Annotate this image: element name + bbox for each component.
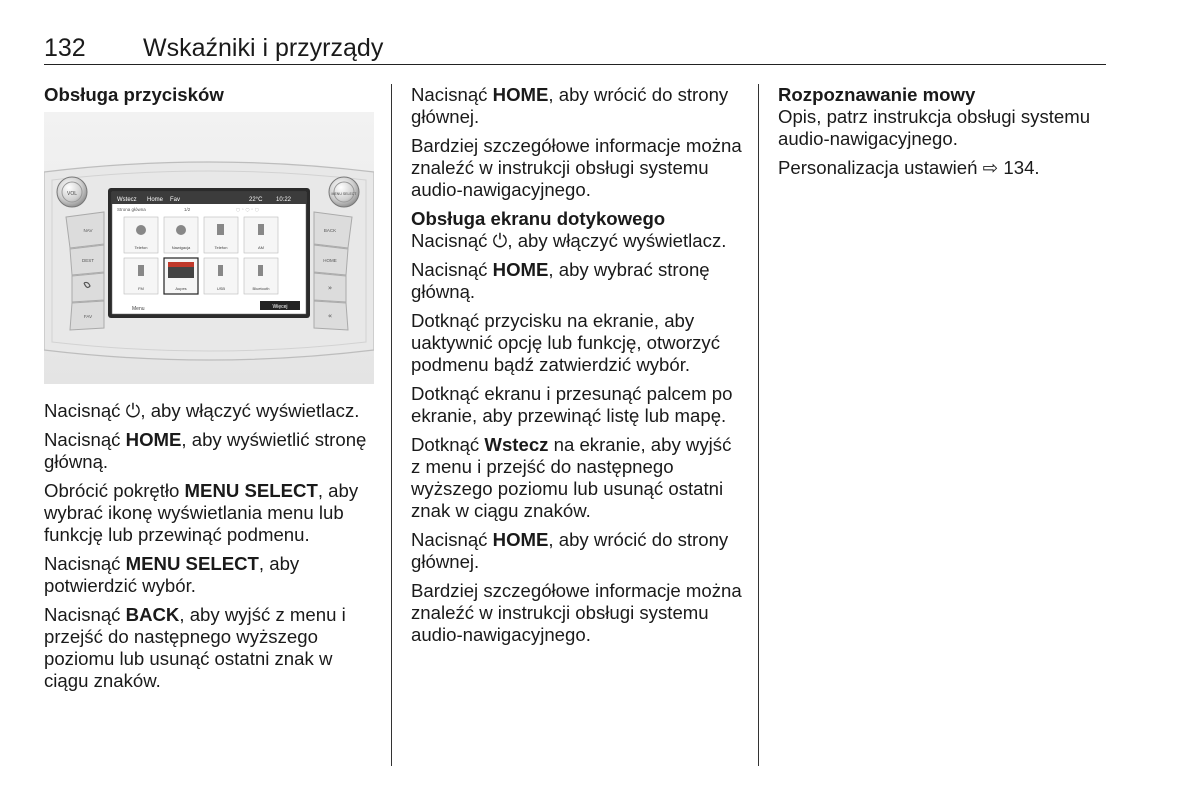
more-button-label: Więcej (272, 304, 288, 310)
paragraph: Personalizacja ustawień ⇨ 134. (778, 157, 1040, 178)
status-icons: ◌ ◦ ◌ ◦ ◌ (236, 208, 259, 213)
paragraph: Nacisnąć ⏻, aby włączyć wyświetlacz. (411, 230, 727, 251)
left-button-label: DEST (81, 258, 95, 263)
power-icon: ⏻ (125, 400, 141, 421)
paragraph: Nacisnąć HOME, aby wybrać stronę główną. (411, 259, 710, 302)
paragraph: Dotknąć ekranu i przesunąć palcem po ekranie, aby przewinąć listę lub mapę. (411, 383, 733, 426)
section-heading: Rozpoznawanie mowy (778, 84, 976, 105)
left-button-label: FAV (83, 314, 93, 319)
column-divider (758, 84, 759, 766)
screen-tab: Wstecz (117, 197, 137, 203)
power-icon: ⏻ (492, 230, 508, 251)
paragraph: Opis, patrz instrukcja obsługi systemu audio-nawigacyjnego. (778, 106, 1091, 149)
cross-reference-link[interactable]: 134. (998, 157, 1040, 178)
screen-temp: 22°C (249, 197, 263, 203)
right-button-label: BACK (323, 228, 337, 233)
tile-label: Telefon (214, 245, 228, 250)
chapter-title: Wskaźniki i przyrządy (143, 34, 384, 62)
section-heading: Obsługa przycisków (44, 84, 224, 105)
tile-label: Bluetooth (252, 286, 270, 291)
screen-tab: Home (147, 197, 164, 203)
screen-time: 10:22 (276, 197, 292, 203)
paragraph: Bardziej szczegółowe informacje można znaleźć w instrukcji obsługi systemu audio-nawigacyjnego. (411, 580, 742, 645)
paragraph: Dotknąć przycisku na ekranie, aby uaktywnić opcję lub funkcję, otworzyć podmenu bądź zatwierdzić wybór. (411, 310, 721, 375)
tile-label: AM (258, 245, 264, 250)
paragraph: Nacisnąć ⏻, aby włączyć wyświetlacz. (44, 400, 360, 421)
screen-tab: Fav (170, 197, 181, 203)
paragraph: Bardziej szczegółowe informacje można znaleźć w instrukcji obsługi systemu audio-nawigacyjnego. (411, 135, 742, 200)
paragraph: Obrócić pokrętło MENU SELECT, aby wybrać ikonę wyświetlania menu lub funkcję lub przewinąć podmenu. (44, 480, 359, 545)
skip-forward-icon: » (327, 284, 333, 292)
tile-label: Telefon (134, 245, 148, 250)
column-2 (411, 84, 745, 653)
cross-reference-arrow-icon: ⇨ (982, 157, 999, 178)
tile-label: FM (138, 286, 144, 291)
paragraph: Nacisnąć HOME, aby wrócić do strony głównej. (411, 84, 729, 127)
page-header (44, 34, 1106, 62)
knob-right-label: MENU SELECT (331, 192, 357, 196)
section-heading: Obsługa ekranu dotykowego (411, 208, 666, 229)
tile-label: Aupes (175, 286, 187, 291)
screen-page: 1/2 (184, 207, 191, 212)
screen-subtitle: Strona główna (117, 207, 146, 212)
knob-left-label: VOL (66, 191, 78, 197)
infotainment-panel-illustration (44, 112, 374, 384)
skip-back-icon: « (327, 312, 333, 320)
paragraph: Nacisnąć BACK, aby wyjść z menu i przejść do następnego wyższego poziomu lub usunąć ostatni znak w ciągu znaków. (44, 604, 346, 691)
paragraph: Nacisnąć MENU SELECT, aby potwierdzić wybór. (44, 553, 300, 596)
column-1 (44, 84, 378, 699)
column-divider (391, 84, 392, 766)
column-3 (778, 84, 1098, 186)
screen-menu-label: Menu (132, 306, 145, 312)
infotainment-panel-figure (44, 112, 374, 384)
tile-label: Nawigacja (171, 245, 191, 250)
paragraph: Nacisnąć HOME, aby wrócić do strony głównej. (411, 529, 729, 572)
page-number: 132 (44, 34, 86, 62)
right-button-label: HOME (323, 258, 337, 263)
tile-label: USB (216, 286, 226, 291)
paragraph: Dotknąć Wstecz na ekranie, aby wyjść z menu i przejść do następnego wyższego poziomu lub usunąć ostatni znak w ciągu znaków. (411, 434, 732, 521)
left-button-label: NAV (83, 228, 93, 233)
header-rule (44, 64, 1106, 65)
paragraph: Nacisnąć HOME, aby wyświetlić stronę główną. (44, 429, 367, 472)
